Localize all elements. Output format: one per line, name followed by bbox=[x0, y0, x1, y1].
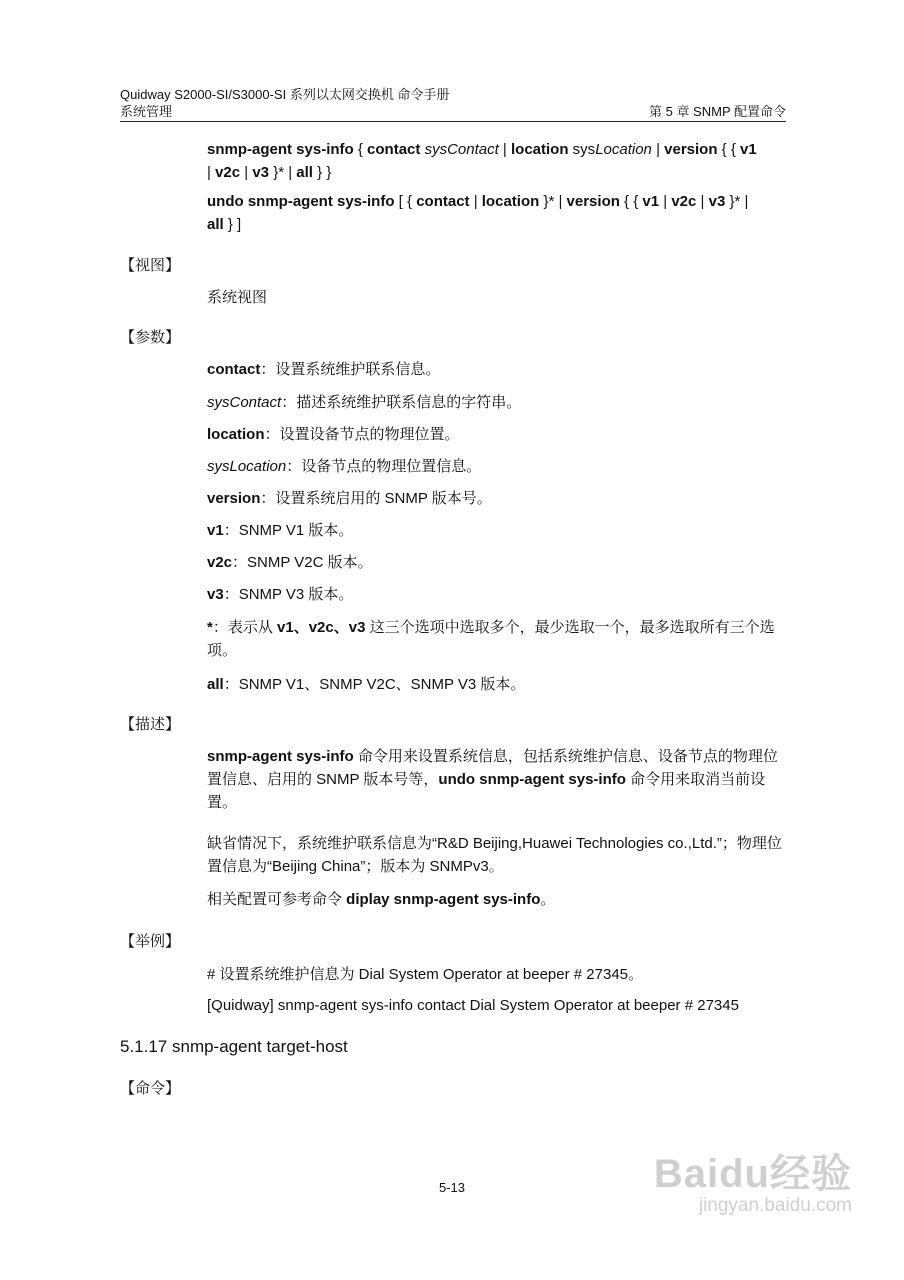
syntax-keyword: version bbox=[566, 193, 620, 210]
syntax-keyword: contact bbox=[367, 141, 421, 158]
example-comment: # 设置系统维护信息为 Dial System Operator at beeper # 27345。 bbox=[207, 966, 643, 983]
description-paragraph-2: 缺省情况下，系统维护联系信息为“R&D Beijing,Huawei Technologies co.,Ltd.”；物理位置信息为“Beijing China”；版本为 SNMPv3。 bbox=[207, 835, 782, 875]
example-command: [Quidway] snmp-agent sys-info contact Dial System Operator at beeper # 27345 bbox=[207, 997, 739, 1014]
param-desc: ：SNMP V1 版本。 bbox=[223, 522, 354, 539]
syntax-sym: [ { bbox=[394, 193, 417, 210]
command-keyword: diplay snmp-agent sys-info bbox=[346, 891, 541, 908]
param-all bbox=[207, 673, 785, 696]
syntax-sym: | bbox=[207, 164, 216, 181]
syntax-arg: sysContact bbox=[424, 141, 499, 158]
command-keyword: undo snmp-agent sys-info bbox=[438, 771, 626, 788]
param-desc: ：设置系统维护联系信息。 bbox=[260, 361, 441, 378]
syntax-keyword: v1 bbox=[740, 141, 757, 158]
param-desc: ：表示从 bbox=[212, 619, 278, 636]
description-text: 命令用来设置系统信息，包括系统维护信息、设备节点的物理位置信息、启用的 SNMP 版本号等， bbox=[207, 748, 778, 788]
syntax-arg: Location bbox=[595, 141, 652, 158]
section-heading: 5.1.17 snmp-agent target-host bbox=[120, 1037, 348, 1056]
header-section-left: 系统管理 bbox=[120, 104, 173, 119]
param-syscontact bbox=[207, 391, 785, 414]
header-rule bbox=[120, 121, 786, 122]
manual-title: Quidway S2000-SI/S3000-SI 系列以太网交换机 命令手册 bbox=[120, 87, 450, 102]
page-number: 5-13 bbox=[438, 1180, 466, 1195]
param-key: v3 bbox=[348, 619, 366, 636]
param-key: v2c bbox=[207, 554, 233, 571]
view-value: 系统视图 bbox=[207, 289, 268, 306]
syntax-keyword: v2c bbox=[671, 193, 697, 210]
syntax-sym: }* | bbox=[539, 193, 567, 210]
example-label: 【举例】 bbox=[120, 933, 181, 950]
syntax-sym: | bbox=[659, 193, 672, 210]
description-text: 命令用来取消当前设置。 bbox=[207, 771, 766, 811]
param-version bbox=[207, 487, 785, 510]
param-v1 bbox=[207, 519, 785, 542]
param-desc: ：SNMP V1、SNMP V2C、SNMP V3 版本。 bbox=[223, 676, 526, 693]
watermark-logo: Baidu经验 bbox=[653, 1152, 852, 1196]
param-desc: ：SNMP V2C 版本。 bbox=[232, 554, 373, 571]
param-contact bbox=[207, 358, 785, 381]
param-v2c bbox=[207, 551, 785, 574]
param-desc: ：SNMP V3 版本。 bbox=[223, 586, 354, 603]
param-desc: 这三个选项中选取多个，最少选取一个，最多选取所有三个选项。 bbox=[207, 619, 775, 659]
param-key: sysContact bbox=[207, 394, 282, 411]
param-desc: 、 bbox=[293, 619, 309, 636]
syntax-sym: { { bbox=[717, 141, 741, 158]
syntax-sym: { { bbox=[619, 193, 643, 210]
undo-syntax-line-1 bbox=[207, 190, 785, 213]
syntax-sym: } } bbox=[312, 164, 332, 181]
param-desc: ：描述系统维护联系信息的字符串。 bbox=[281, 394, 522, 411]
param-location bbox=[207, 423, 785, 446]
syntax-keyword: undo snmp-agent sys-info bbox=[207, 193, 395, 210]
description-paragraph-3 bbox=[207, 888, 785, 911]
param-syslocation bbox=[207, 455, 785, 478]
syntax-keyword: all bbox=[296, 164, 313, 181]
description-text: 。 bbox=[540, 891, 556, 908]
syntax-keyword: all bbox=[207, 216, 224, 233]
param-star bbox=[207, 616, 785, 662]
syntax-line-2 bbox=[207, 161, 785, 184]
param-desc: ：设置设备节点的物理位置。 bbox=[264, 426, 460, 443]
undo-syntax-line-2 bbox=[207, 213, 785, 236]
syntax-keyword: snmp-agent sys-info bbox=[207, 141, 354, 158]
description-paragraph-1 bbox=[207, 745, 785, 814]
syntax-keyword: version bbox=[664, 141, 718, 158]
param-key: version bbox=[207, 490, 261, 507]
param-key: v2c bbox=[308, 619, 334, 636]
syntax-keyword: v2c bbox=[215, 164, 241, 181]
watermark-site: jingyan.baidu.com bbox=[698, 1195, 852, 1216]
command-label: 【命令】 bbox=[120, 1080, 181, 1097]
description-label: 【描述】 bbox=[120, 716, 181, 733]
syntax-line-1 bbox=[207, 138, 785, 161]
param-key: v1 bbox=[277, 619, 294, 636]
syntax-sym: }* | bbox=[269, 164, 297, 181]
command-keyword: snmp-agent sys-info bbox=[207, 748, 354, 765]
header-section-right: 第 5 章 SNMP 配置命令 bbox=[648, 104, 786, 119]
syntax-sym: | bbox=[469, 193, 482, 210]
header-sections bbox=[120, 103, 786, 120]
syntax-keyword: v3 bbox=[708, 193, 726, 210]
params-label: 【参数】 bbox=[120, 329, 181, 346]
param-key: location bbox=[207, 426, 265, 443]
param-v3 bbox=[207, 583, 785, 606]
param-key: all bbox=[207, 676, 224, 693]
param-key: v3 bbox=[207, 586, 224, 603]
view-label: 【视图】 bbox=[120, 257, 181, 274]
syntax-sym: | bbox=[240, 164, 253, 181]
param-key: v1 bbox=[207, 522, 224, 539]
syntax-keyword: location bbox=[511, 141, 569, 158]
syntax-sym: }* | bbox=[725, 193, 749, 210]
watermark bbox=[654, 1142, 852, 1217]
syntax-sym: } ] bbox=[223, 216, 242, 233]
param-desc: 、 bbox=[333, 619, 349, 636]
param-key: sysLocation bbox=[207, 458, 287, 475]
syntax-sym: | bbox=[696, 193, 709, 210]
syntax-arg: sys bbox=[568, 141, 596, 158]
syntax-sym: { bbox=[353, 141, 368, 158]
syntax-sym: | bbox=[651, 141, 665, 158]
param-desc: ：设置系统启用的 SNMP 版本号。 bbox=[260, 490, 492, 507]
param-desc: ：设备节点的物理位置信息。 bbox=[286, 458, 482, 475]
syntax-keyword: location bbox=[481, 193, 540, 210]
param-key: * bbox=[207, 619, 213, 636]
syntax-sym: | bbox=[498, 141, 511, 158]
syntax-keyword: v1 bbox=[642, 193, 660, 210]
syntax-keyword: v3 bbox=[252, 164, 270, 181]
description-text: 相关配置可参考命令 bbox=[207, 891, 347, 908]
page-header bbox=[120, 86, 786, 120]
param-key: contact bbox=[207, 361, 261, 378]
syntax-keyword: contact bbox=[416, 193, 470, 210]
